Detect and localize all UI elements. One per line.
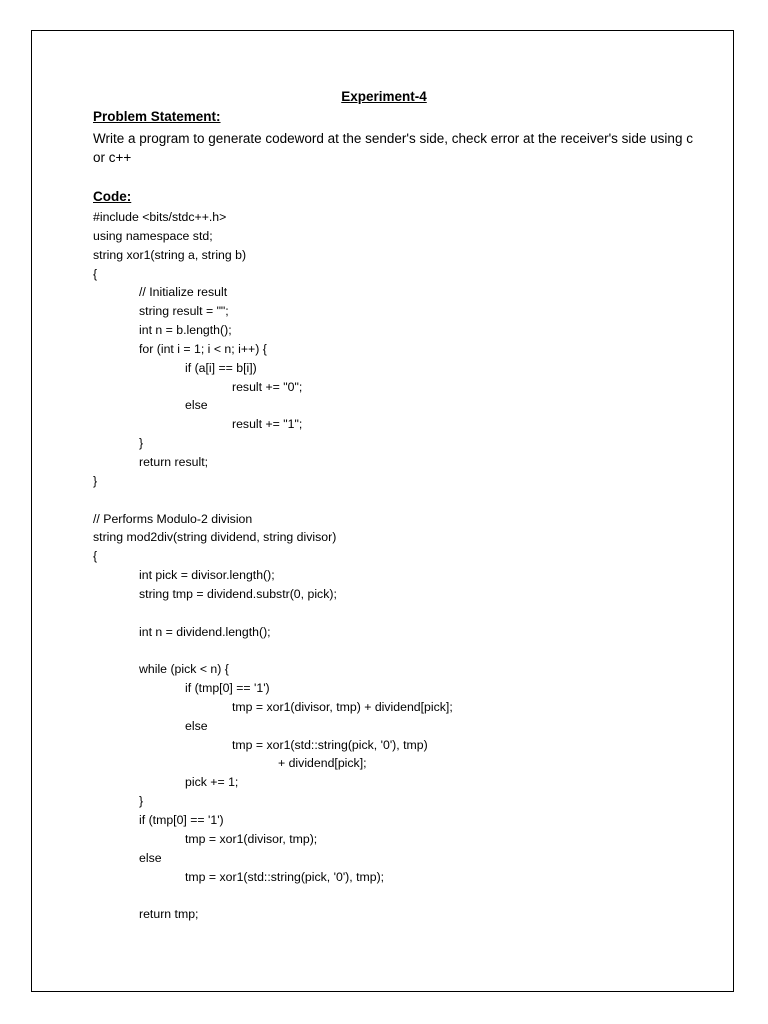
code-line: }	[139, 436, 144, 451]
code-line: return tmp;	[139, 907, 199, 922]
code-line: result += "0";	[232, 379, 303, 394]
code-line: {	[93, 549, 98, 564]
code-line: else	[185, 398, 208, 413]
code-line: for (int i = 1; i < n; i++) {	[139, 341, 267, 356]
code-line: + dividend[pick];	[278, 756, 367, 771]
code-heading: Code:	[93, 189, 132, 204]
code-line: return result;	[139, 454, 209, 469]
problem-statement-text: Write a program to generate codeword at the sender's side, check error at the receiver's side using c or c++	[93, 131, 693, 165]
code-line: {	[93, 266, 98, 281]
code-line: string result = "";	[139, 304, 229, 319]
code-line	[93, 886, 713, 905]
code-line: tmp = xor1(std::string(pick, '0'), tmp);	[185, 869, 385, 884]
code-line: string tmp = dividend.substr(0, pick);	[139, 586, 337, 601]
code-line: // Performs Modulo-2 division	[93, 511, 253, 526]
code-block	[93, 208, 713, 924]
code-line: if (tmp[0] == '1')	[139, 813, 224, 827]
code-line: string mod2div(string dividend, string divisor)	[93, 530, 337, 545]
document-title: Experiment-4	[341, 89, 427, 104]
code-line: tmp = xor1(divisor, tmp);	[185, 831, 318, 846]
code-line: if (tmp[0] == '1')	[185, 681, 270, 696]
code-line: int pick = divisor.length();	[139, 568, 275, 583]
code-line: // Initialize result	[139, 285, 228, 300]
code-line: if (a[i] == b[i])	[185, 360, 257, 375]
code-line: }	[139, 794, 144, 809]
code-line: else	[185, 718, 208, 733]
code-line: #include <bits/stdc++.h>	[93, 210, 227, 224]
code-line: }	[93, 473, 98, 488]
code-line: tmp = xor1(std::string(pick, '0'), tmp)	[232, 737, 428, 752]
code-line: string xor1(string a, string b)	[93, 247, 247, 262]
code-line: int n = b.length();	[139, 323, 232, 338]
problem-statement-heading: Problem Statement:	[93, 109, 221, 124]
code-line	[93, 641, 713, 660]
code-line	[93, 604, 713, 623]
code-line: using namespace std;	[93, 228, 213, 243]
code-line: int n = dividend.length();	[139, 624, 271, 639]
code-line: pick += 1;	[185, 775, 239, 790]
code-line: else	[139, 850, 162, 865]
code-line: result += "1";	[232, 417, 303, 432]
code-line: tmp = xor1(divisor, tmp) + dividend[pick];	[232, 699, 453, 714]
code-line: while (pick < n) {	[139, 662, 229, 677]
code-line	[93, 491, 713, 510]
